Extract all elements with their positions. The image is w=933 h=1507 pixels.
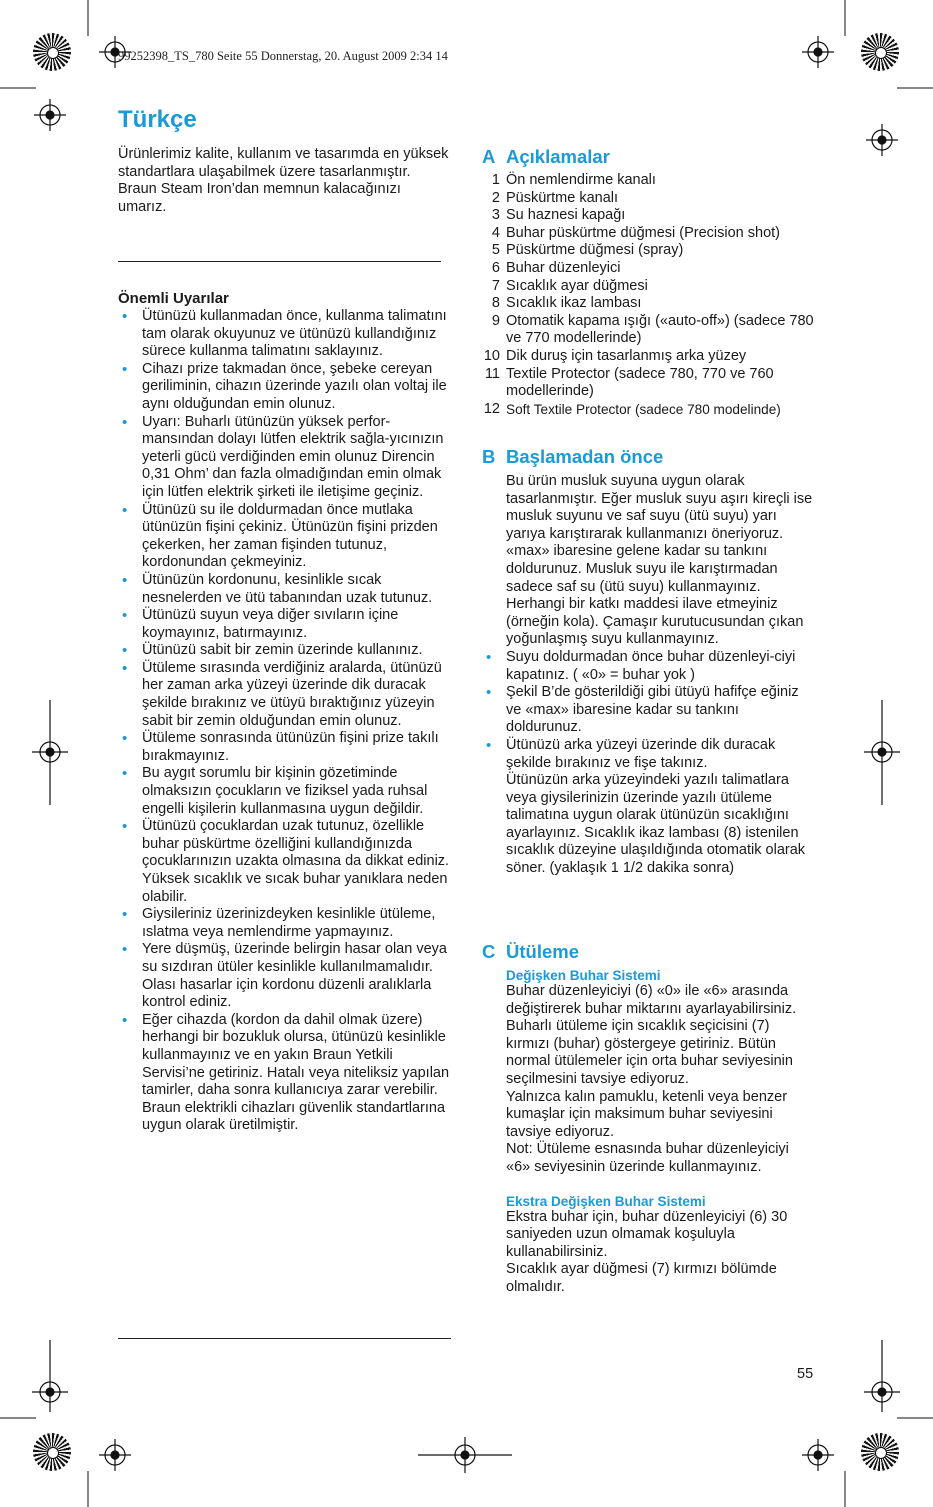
parts-list (482, 172, 827, 418)
starburst-mark-bottom-left (33, 1433, 71, 1471)
divider-lower (118, 1338, 451, 1339)
part-item: 8 Sıcaklık ikaz lambası (491, 295, 642, 312)
warning-item: • Yere düşmüş, üzerinde belirgin hasar olan veya su sızdıran ütüler kesinlikle kullanılmamalıdır. Olası hasarlar için kordonu düzenli aralıklarla kontrol ediniz. (118, 941, 454, 1011)
registration-target-left-upper (34, 99, 66, 131)
step-item: • Ütünüzü arka yüzeyi üzerinde dik duracak şekilde bırakınız ve fişe takınız. (482, 737, 817, 772)
variable-steam-p2: Yalnızca kalın pamuklu, ketenli veya benzer kumaşlar için maksimum buhar seviyesini tavsiye ediyoruz. (506, 1088, 788, 1140)
warning-item: • Ütünüzü su ile doldurmadan önce mutlaka ütünüzün fişini çekiniz. Ütünüzün fişini prizden çekerken, her zaman fişinden tutunuz, kordonundan çekmeyiniz. (118, 502, 454, 572)
registration-target-right-upper (866, 124, 898, 156)
extra-steam-p1: Ekstra buhar için, buhar düzenleyiciyi (6) 30 saniyeden uzun olmamak koşuluyla kullanabilirsiniz. (506, 1208, 788, 1260)
warnings-heading: Önemli Uyarılar (118, 290, 229, 307)
warning-item: • Ütünüzü suyun veya diğer sıvıların içine koymayınız, batırmayınız. (118, 607, 454, 642)
step-item: • Suyu doldurmadan önce buhar düzenleyi-ciyi kapatınız. ( «0» = buhar yok ) (482, 649, 817, 684)
part-item: 3 Su haznesi kapağı (491, 207, 626, 224)
warnings-section (118, 290, 454, 1135)
warning-item: • Bu aygıt sorumlu bir kişinin gözetiminde olmaksızın çocukların ve fiziksel yada ruhsal engelli kişilerin kullanmasına uygun değildir. (118, 765, 454, 818)
section-c-title: Ütüleme (506, 941, 579, 962)
page-number: 55 (797, 1366, 814, 1382)
variable-steam-note: Not: Ütüleme esnasında buhar düzenleyiciyi «6» seviyesinin üzerinde kullanmayınız. (506, 1141, 789, 1175)
registration-target-top-right (802, 36, 834, 68)
part-item: 10 Dik duruş için tasarlanmış arka yüzey (483, 347, 747, 364)
page-title: Türkçe (118, 106, 197, 133)
section-b (482, 446, 817, 878)
part-item: 11 Textile Protector (sadece 780, 770 ve 760 modellerinde) (484, 365, 774, 400)
variable-steam-heading: Değişken Buhar Sistemi (506, 968, 661, 983)
warning-item: • Ütünüzü kullanmadan önce, kullanma talimatını tam olarak okuyunuz ve ütünüzü kullandığınız sürece kullanma talimatını saklayınız. (118, 308, 454, 361)
section-b-letter: B (482, 446, 496, 467)
step-item: • Şekil B’de gösterildiği gibi ütüyü hafifçe eğiniz ve «max» ibaresine kadar su tankını doldurunuz. (482, 684, 817, 737)
warning-item: • Cihazı prize takmadan önce, şebeke cereyan geriliminin, cihazın üzerinde yazılı olan voltaj ile aynı olduğundan emin olunuz. (118, 361, 454, 414)
section-b-title: Başlamadan önce (506, 446, 664, 467)
warnings-list (118, 308, 454, 1135)
part-item: 5 Püskürtme düğmesi (spray) (491, 242, 684, 259)
starburst-mark-bottom-right (861, 1433, 899, 1471)
extra-steam-p2: Sıcaklık ayar düğmesi (7) kırmızı bölümde olmalıdır. (506, 1261, 777, 1295)
extra-steam-heading: Ekstra Değişken Buhar Sistemi (506, 1193, 706, 1209)
variable-steam-p1: Buhar düzenleyiciyi (6) «0» ile «6» arasında değiştirerek buhar miktarını ayarlayabilirsiniz. Buharlı ütüleme için sıcaklık seçicisini (7) kırmızı (buhar) göstergeye getiriniz. Bütün normal ütülemeler için orta buhar seviyesinin seçilmesini tavsiye ediyoruz. (506, 983, 797, 1087)
section-b-after: Ütünüzün arka yüzeyindeki yazılı talimatlara veya giysilerinizin üzerinde yazılı ütüleme talimatına uygun olarak ütünüzün sıcaklığını ayarlayınız. Sıcaklık ikaz lambası (8) istenilen sıcaklık düzeyine ulaşıldığında otomatik olarak söner. (yaklaşık 1 1/2 dakika sonra) (506, 772, 806, 877)
section-c-letter: C (482, 941, 496, 962)
registration-target-left-middle (32, 700, 68, 805)
part-item: 2 Püskürtme kanalı (491, 189, 619, 206)
registration-target-left-lower (32, 1340, 68, 1412)
section-c-heading (482, 941, 817, 963)
print-info-header: 99252398_TS_780 Seite 55 Donnerstag, 20. August 2009 2:34 14 (118, 49, 448, 63)
registration-target-bottom-center (418, 1437, 512, 1473)
registration-target-right-lower (864, 1340, 900, 1412)
part-item: 6 Buhar düzenleyici (491, 259, 621, 276)
registration-target-bottom-left (99, 1439, 131, 1471)
section-a-heading (482, 146, 827, 168)
part-item: 1 Ön nemlendirme kanalı (491, 172, 656, 188)
warning-item: • Eğer cihazda (kordon da dahil olmak üzere) herhangi bir bozukluk olursa, ütünüzü kesinlikle kullanmayınız ve en yakın Braun Yetkili Servisi’ne getiriniz. Hatalı veya niteliksiz yapılan tamirler, daha sonra kullanıcıya zarar verebilir. Braun elektrikli cihazları güvenlik standartlarına uygun olarak üretilmiştir. (118, 1012, 454, 1135)
starburst-mark-top-right (861, 33, 899, 71)
starburst-mark-top-left (33, 33, 71, 71)
intro-paragraph: Ürünlerimiz kalite, kullanım ve tasarımda en yüksek standartlara ulaşabilmek üzere tasarlanmıştır. Braun Steam Iron’dan memnun kalacağınızı umarız. (118, 146, 449, 215)
section-b-intro: Bu ürün musluk suyuna uygun olarak tasarlanmıştır. Eğer musluk suyu aşırı kireçli ise musluk suyunu ve saf suyu (ütü suyu) yarı yarıya karıştırarak kullanmanızı öneriyoruz. «max» ibaresine gelene kadar su tankını doldurunuz. Musluk suyu ile karıştırmadan sadece saf su (ütü suyu) kullanmayınız. Herhangi bir katkı maddesi ilave etmeyiniz (örneğin kola). Çamaşır kurutucusundan çıkan yoğunlaşmış suyu kullanmayınız. (506, 473, 813, 648)
warning-item: • Giysileriniz üzerinizdeyken kesinlikle ütüleme, ıslatma veya nemlendirme yapmayınız. (118, 906, 454, 941)
part-item: 4 Buhar püskürtme düğmesi (Precision shot) (491, 224, 781, 241)
part-item: 9 Otomatik kapama ışığı («auto-off») (sadece 780 ve 770 modellerinde) (491, 312, 814, 347)
section-a-title: Açıklamalar (506, 146, 610, 167)
section-b-steps (482, 649, 817, 772)
warning-item: • Ütüleme sırasında verdiğiniz aralarda, ütünüzü her zaman arka yüzeyi üzerinde dik duracak şekilde bırakınız ve ütüyü bıraktığınız yüzeyin sabit bir zemin olduğundan emin olunuz. (118, 660, 454, 730)
registration-target-bottom-right (802, 1439, 834, 1471)
divider-upper (118, 261, 441, 262)
section-a-letter: A (482, 146, 496, 167)
warning-item: • Uyarı: Buharlı ütünüzün yüksek perfor-mansından dolayı lütfen elektrik sağla-yıcınızın yeterli gücü verdiğinden emin olunuz Direncin 0,31 Ohm’ dan fazla olmadığından emin olmak için lütfen elektrik şirketi ile iletişime geçiniz. (118, 414, 454, 502)
warning-item: • Ütüleme sonrasında ütünüzün fişini prize takılı bırakmayınız. (118, 730, 454, 765)
part-item: 7 Sıcaklık ayar düğmesi (491, 277, 648, 294)
warning-item: • Ütünüzü çocuklardan uzak tutunuz, özellikle buhar püskürtme özelliğini kullandığınızda çocuklarınızın uzakta olmasına da dikkat ediniz. Yüksek sıcaklık ve sıcak buhar yanıklara neden olabilir. (118, 818, 454, 906)
section-c (482, 941, 817, 1297)
warning-item: • Ütünüzü sabit bir zemin üzerinde kullanınız. (118, 642, 454, 660)
section-a (482, 146, 827, 418)
part-item: 12 Soft Textile Protector (sadece 780 modelinde) (483, 400, 781, 417)
warning-item: • Ütünüzün kordonunu, kesinlikle sıcak nesnelerden ve ütü tabanından uzak tutunuz. (118, 572, 454, 607)
section-b-heading (482, 446, 817, 468)
registration-target-right-middle (864, 700, 900, 805)
